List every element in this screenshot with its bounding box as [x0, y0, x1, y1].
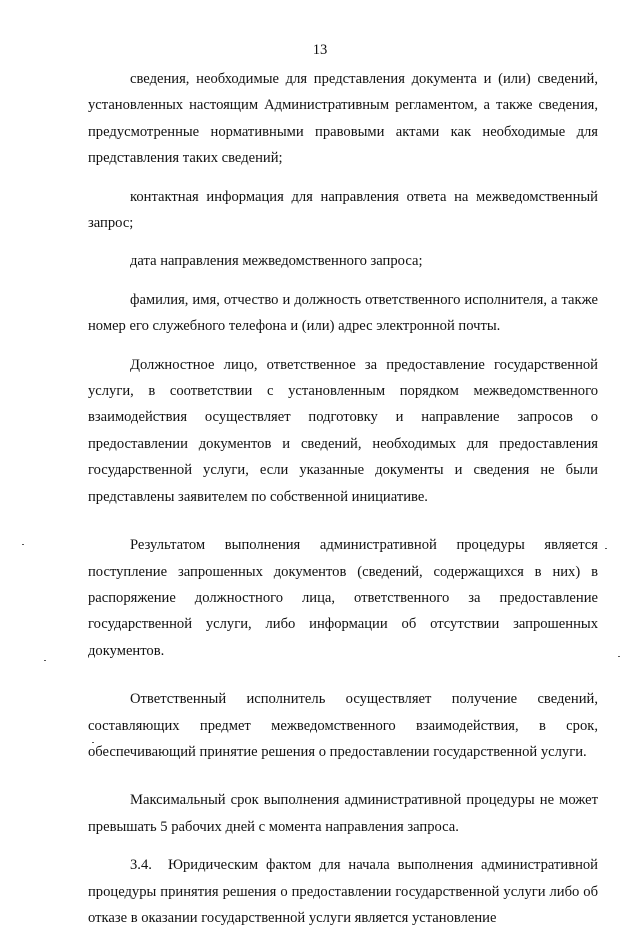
section-number: 3.4.: [130, 857, 152, 874]
paragraph-official-requests: Должностное лицо, ответственное за предоставление государственной услуги, в соответствии с установленным порядком межведомственного взаимодействия осуществляет подготовку и направление запросов о предоставлении документов и сведений, необходимых для предоставления государственной услуги, если указанные документы и сведения не были представлены заявителем по собственной инициативе.: [88, 356, 598, 505]
page-number: 13: [312, 42, 328, 58]
paragraph-contact-information: контактная информация для направления ответа на межведомственный запрос;: [88, 188, 598, 232]
scan-dot: [605, 548, 607, 549]
paragraph-request-date: дата направления межведомственного запроса;: [130, 253, 423, 270]
section-3-4: [88, 852, 598, 931]
scan-dot: [22, 544, 24, 545]
paragraph-information-receipt: Ответственный исполнитель осуществляет получение сведений, составляющих предмет межведомственного взаимодействия, в срок, обеспечивающий принятие решения о предоставлении государственной услуги.: [88, 691, 598, 760]
paragraph-procedure-result: Результатом выполнения административной процедуры является поступление запрошенных документов (сведений, содержащихся в них) в распоряжение должностного лица, ответственного за предоставление государственной услуги, либо информации об отсутствии запрошенных документов.: [88, 537, 598, 659]
paragraph-required-information: сведения, необходимые для представления документа и (или) сведений, установленных настоящим Административным регламентом, а также сведения, предусмотренные нормативными правовыми актами как необходимые для представления таких сведений;: [88, 71, 598, 167]
paragraph-maximum-period: Максимальный срок выполнения административной процедуры не может превышать 5 рабочих дней с момента направления запроса.: [88, 792, 598, 835]
document-body: [88, 66, 598, 931]
section-text: Юридическим фактом для начала выполнения административной процедуры принятия решения о предоставлении государственной услуги либо об отказе в оказании государственной услуги является установление: [88, 857, 598, 926]
paragraph-responsible-executor: фамилия, имя, отчество и должность ответственного исполнителя, а также номер его служебного телефона и (или) адрес электронной почты.: [88, 291, 598, 335]
scan-dot: [92, 742, 94, 743]
scan-dot: [44, 660, 46, 661]
scan-dot: [618, 656, 620, 657]
